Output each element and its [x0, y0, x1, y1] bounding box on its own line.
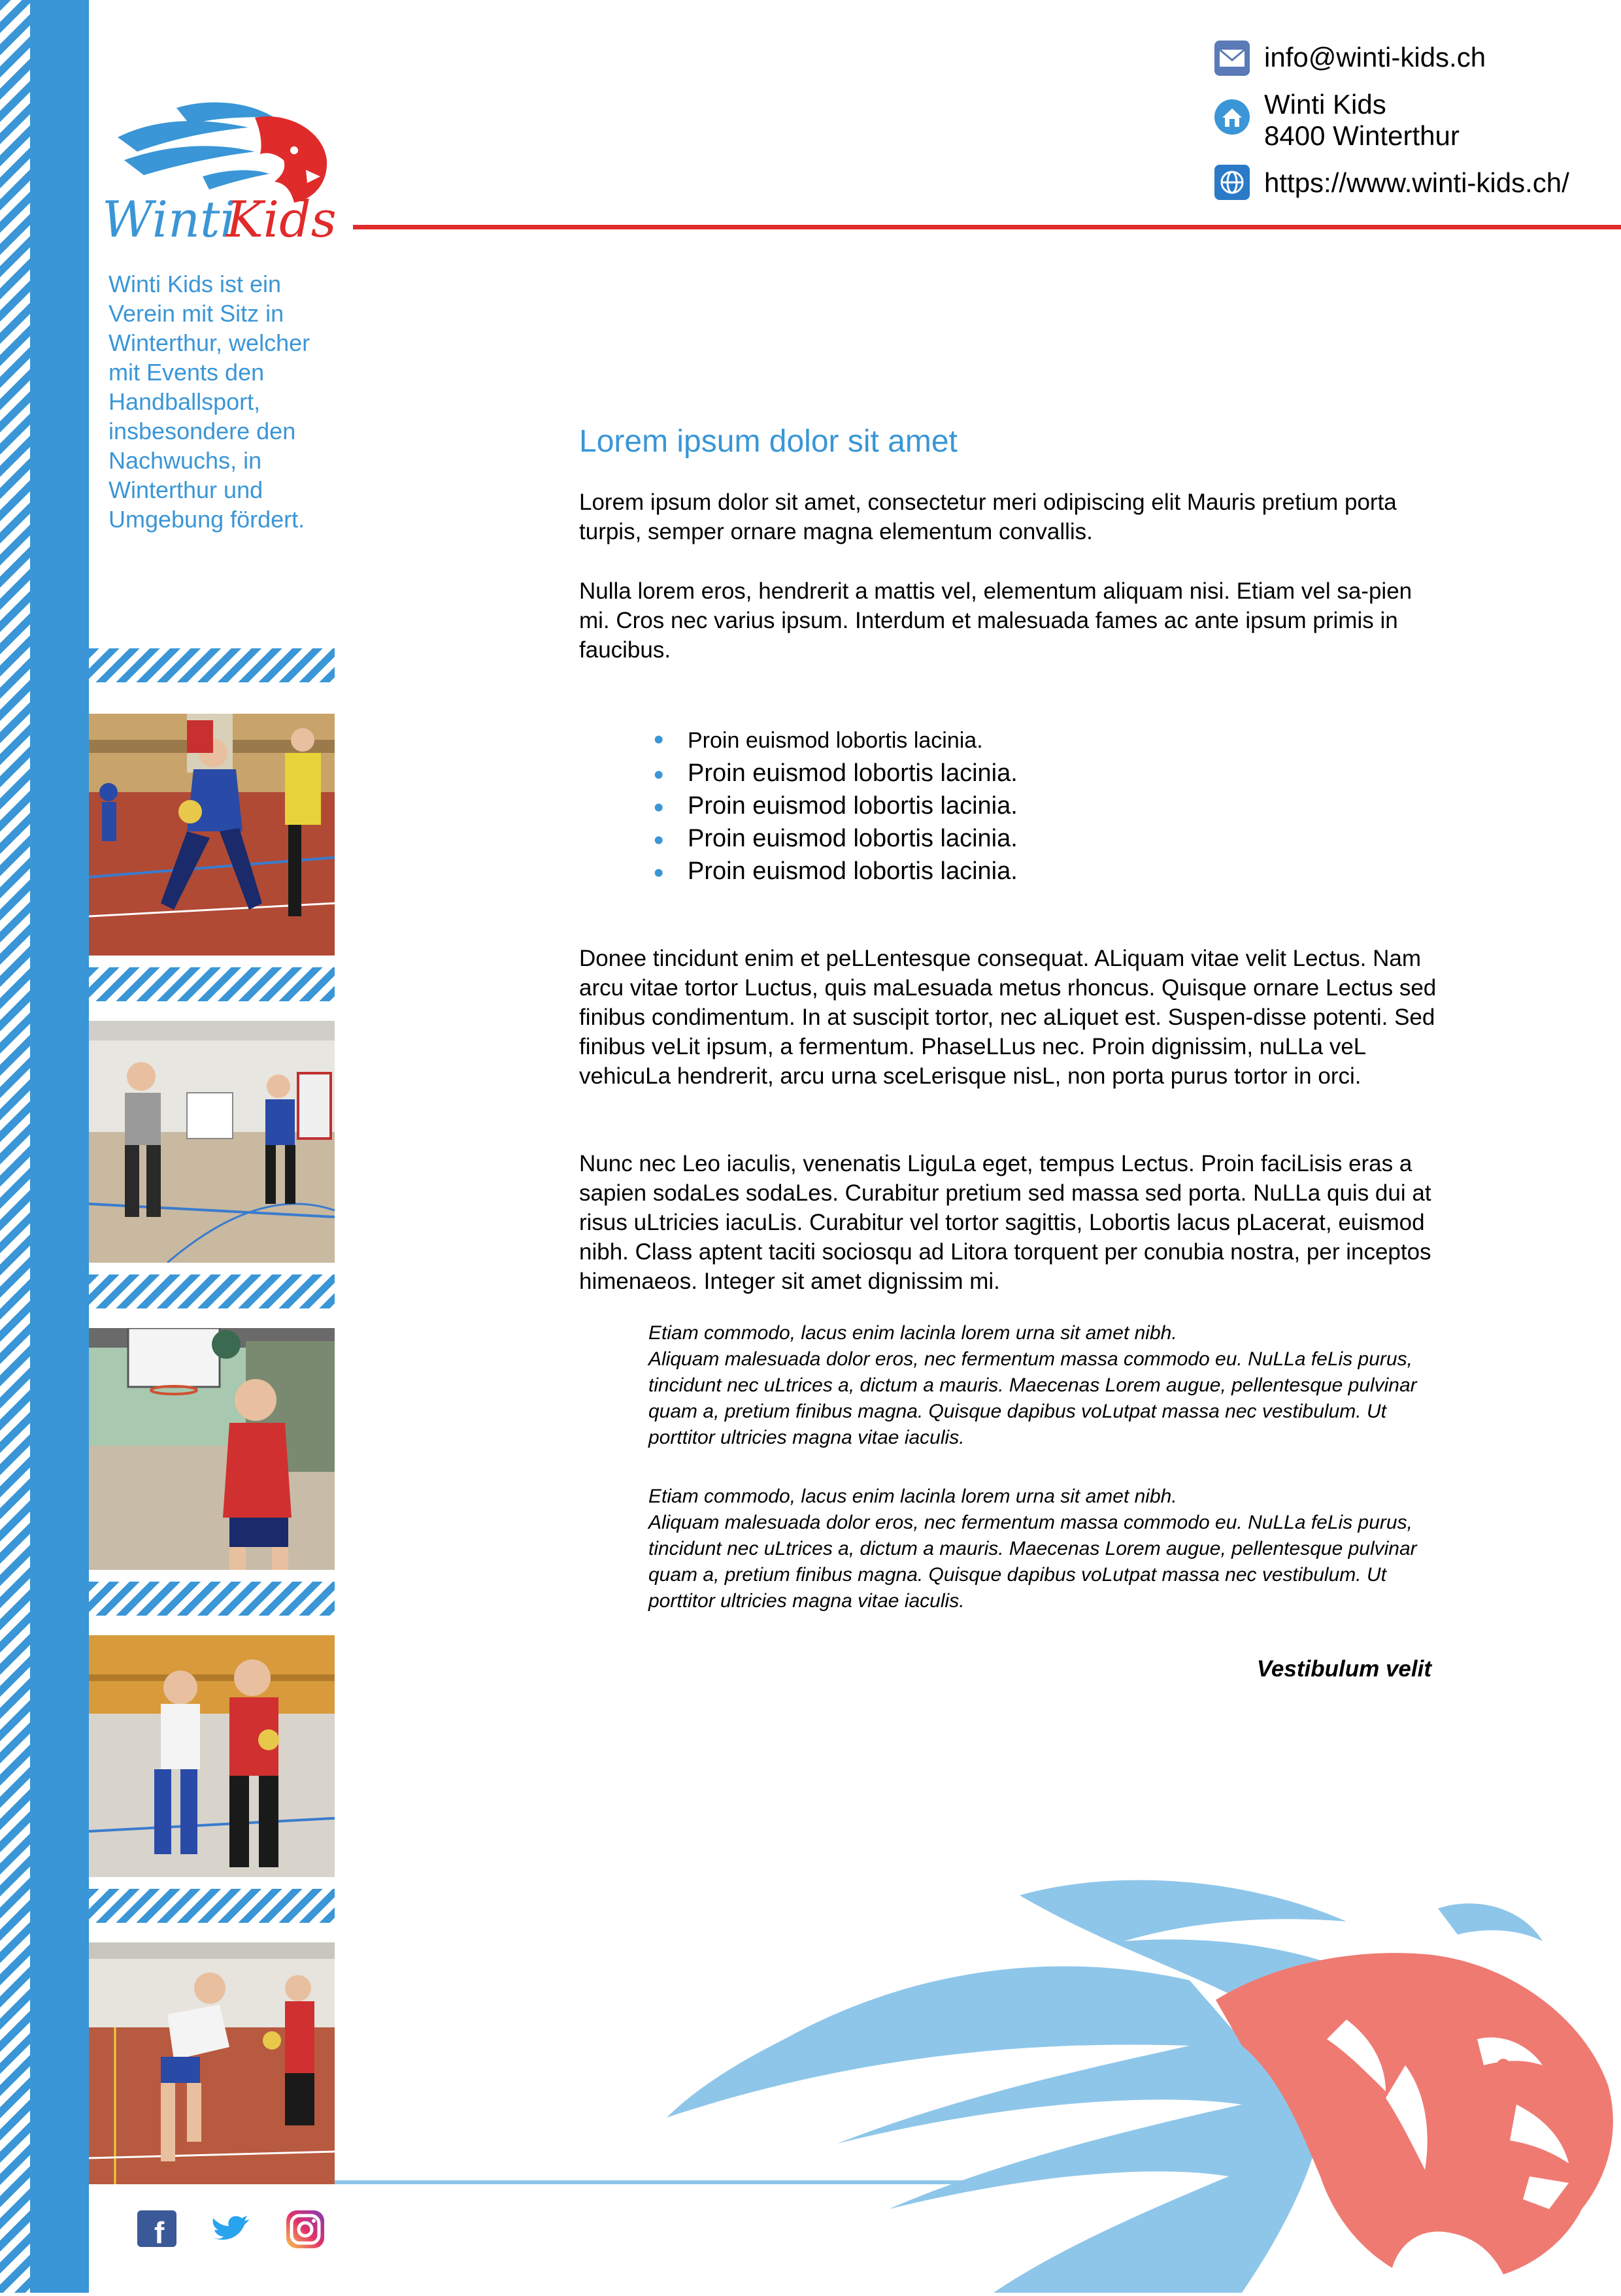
block-quote-2 — [648, 1484, 1433, 1614]
paragraph-2: Nulla lorem eros, hendrerit a mattis vel, elementum aliquam nisi. Etiam vel sa-pien mi. Cros nec varius ipsum. Interdum et malesuada fames ac ante ipsum primis in faucibus. — [579, 578, 1412, 663]
handball-throw-photo — [89, 1328, 335, 1570]
quote-body: Aliquam malesuada dolor eros, nec fermentum massa commodo eu. NuLLa feLis purus, tincidunt nec uLtrices a, dictum a mauris. Maecenas Lorem augue, pellentesque pulvinar quam a, pretium finibus magna. Quisque dapibus voLutpat massa nec vestibulum. Ut porttitor ultricies magna vitae iaculis. — [648, 1348, 1417, 1448]
footer-divider — [335, 2180, 988, 2184]
list-item: • Proin euismod lobortis lacinia. — [654, 790, 1373, 822]
web-icon — [1213, 163, 1251, 201]
contact-address-row — [1213, 89, 1605, 152]
paragraph-4: Nunc nec Leo iaculis, venenatis LiguLa eget, tempus Lectus. Proin faciLisis eras a sapien sodaLes sodaLes. Curabitur pretium sed massa sed porta. NuLLa quis dui at risus uLtricies iacuLis. Curabitur vel tortor sagittis, Lobortis lacus pLacerat, euismod nibh. Class aptent taciti sociosqu ad Litora torquent per conubia nostra, per inceptos himenaeos. Integer sit amet dignissim mi. — [579, 1151, 1431, 1294]
svg-text:Kids: Kids — [226, 190, 337, 248]
winti-kids-logo — [98, 92, 346, 248]
striped-divider — [89, 1274, 335, 1308]
facebook-icon[interactable] — [136, 2209, 180, 2250]
quote-body: Aliquam malesuada dolor eros, nec fermentum massa commodo eu. NuLLa feLis purus, tincidunt nec uLtrices a, dictum a mauris. Maecenas Lorem augue, pellentesque pulvinar quam a, pretium finibus magna. Quisque dapibus voLutpat massa nec vestibulum. Ut porttitor ultricies magna vitae iaculis. — [648, 1512, 1417, 1612]
address-line-2: 8400 Winterthur — [1264, 120, 1460, 151]
left-solid-bar — [30, 0, 89, 2293]
header-divider — [353, 225, 1621, 229]
email-link[interactable]: info@winti-kids.ch — [1264, 42, 1486, 73]
handball-coach-photo — [89, 1635, 335, 1877]
handball-training-photo — [89, 1021, 335, 1263]
svg-text:Winti: Winti — [102, 190, 236, 248]
handball-action-photo — [89, 714, 335, 956]
page-heading: Lorem ipsum dolor sit amet — [579, 424, 958, 459]
list-item: • Proin euismod lobortis lacinia. — [654, 757, 1373, 790]
home-icon — [1213, 98, 1251, 136]
twitter-icon[interactable] — [209, 2209, 254, 2250]
contact-block — [1213, 39, 1605, 201]
social-links — [136, 2209, 327, 2250]
svg-text:f: f — [154, 2216, 165, 2250]
lion-logo-watermark — [654, 1869, 1621, 2293]
organization-description: Winti Kids ist ein Verein mit Sitz in Winterthur, welcher mit Events den Handballsport, insbesondere den Nachwuchs, in Winterthur und Umgebung fördert. — [109, 271, 310, 533]
address-line-1: Winti Kids — [1264, 89, 1386, 120]
striped-divider — [89, 648, 335, 682]
mail-icon — [1213, 39, 1251, 77]
list-item: • Proin euismod lobortis lacinia. — [654, 724, 1373, 757]
list-item: • Proin euismod lobortis lacinia. — [654, 822, 1373, 855]
striped-divider — [89, 967, 335, 1001]
handball-drill-photo — [89, 1942, 335, 2184]
contact-email-row — [1213, 39, 1605, 77]
instagram-icon[interactable] — [282, 2209, 327, 2250]
striped-divider — [89, 1582, 335, 1616]
paragraph-1: Lorem ipsum dolor sit amet, consectetur meri odipiscing elit Mauris pretium porta turpis, semper ornare magna elementum convallis. — [579, 490, 1397, 544]
list-item: • Proin euismod lobortis lacinia. — [654, 855, 1373, 888]
quote-first-line: Etiam commodo, lacus enim lacinla lorem urna sit amet nibh. — [648, 1486, 1177, 1507]
address — [1264, 89, 1460, 152]
contact-website-row — [1213, 163, 1605, 201]
website-link[interactable]: https://www.winti-kids.ch/ — [1264, 167, 1569, 198]
paragraph-3: Donee tincidunt enim et peLLentesque consequat. ALiquam vitae velit Lectus. Nam arcu vitae tortor Luctus, quis maLesuada metus rhoncus. Quisque ornare Lectus sed finibus condimentum. In at suscipit tortor, nec aLiquet est. Suspen-disse potenti. Sed finibus veLit ipsum, a fermentum. PhaseLLus nec. Proin dignissim, nuLLa veL vehicuLa hendrerit, arcu urna sceLerisque nisL, non porta purus tortor in orci. — [579, 946, 1437, 1089]
block-quote-1 — [648, 1320, 1433, 1451]
signature: Vestibulum velit — [1256, 1656, 1431, 1682]
striped-divider — [89, 1889, 335, 1923]
bullet-list — [654, 724, 1373, 888]
quote-first-line: Etiam commodo, lacus enim lacinla lorem urna sit amet nibh. — [648, 1322, 1177, 1344]
